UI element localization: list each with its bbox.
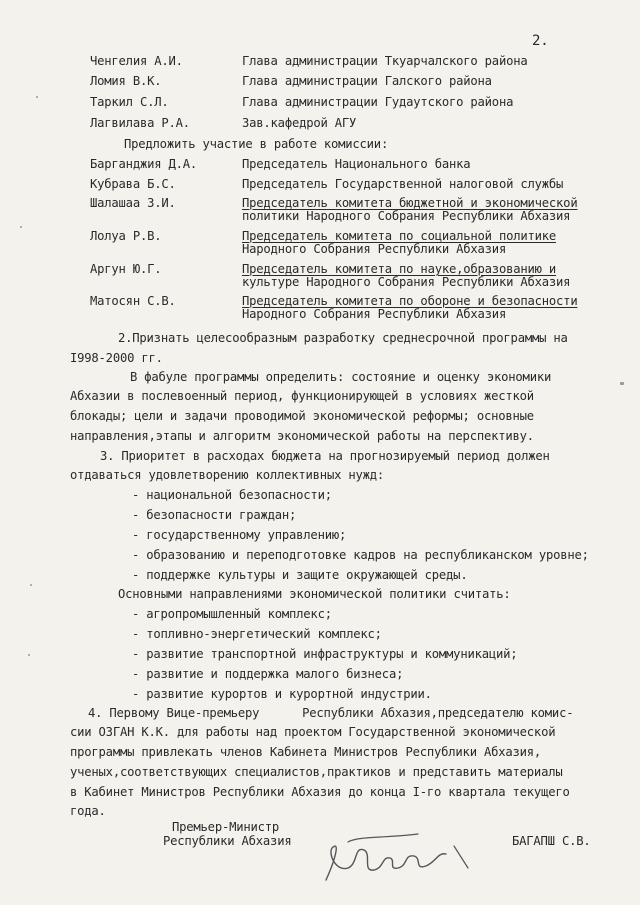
invitee-name: Аргун Ю.Г. — [90, 262, 162, 276]
priority-item: - национальной безопасности; — [132, 488, 332, 502]
invitee-name: Шалашаа З.И. — [90, 196, 176, 210]
direction-item: - агропромышленный комплекс; — [132, 607, 332, 621]
invitee-role: Народного Собрания Республики Абхазия — [242, 307, 507, 321]
priority-item: - поддержке культуры и защите окружающей среды. — [132, 568, 468, 582]
invitee-name: Барганджия Д.А. — [90, 157, 198, 171]
page-number: 2. — [532, 33, 549, 49]
paragraph-line: ученых,соответствующих специалистов,практиков и представить материалы — [70, 765, 563, 779]
invitee-role: Председатель Национального банка — [242, 157, 471, 171]
paragraph-line: 3. Приоритет в расходах бюджета на прогнозируемый период должен — [100, 449, 550, 463]
signatory-title: Республики Абхазия — [163, 834, 292, 848]
signatory-title: Премьер-Министр — [172, 820, 280, 834]
paragraph-line: 4. Первому Вице-премьеру Республики Абхазия,председателю комис- — [88, 706, 574, 720]
paragraph-line: Абхазии в послевоенный период, функционирующей в условиях жесткой — [70, 389, 534, 403]
invitee-name: Кубрава Б.С. — [90, 177, 176, 191]
scan-speck — [28, 654, 30, 656]
paragraph-line: В фабуле программы определить: состояние и оценку экономики — [130, 370, 552, 384]
member-role: Зав.кафедрой АГУ — [242, 116, 357, 130]
invitee-role: Председатель комитета по науке,образованию и — [242, 262, 557, 276]
paragraph-line: I998-2000 гг. — [70, 351, 163, 365]
member-name: Таркил С.Л. — [90, 95, 169, 109]
paragraph-line: в Кабинет Министров Республики Абхазия до конца I-го квартала текущего — [70, 785, 570, 799]
invite-heading: Предложить участие в работе комиссии: — [124, 137, 389, 151]
invitee-role: Председатель комитета бюджетной и экономической — [242, 196, 578, 210]
member-role: Глава администрации Ткуарчалского района — [242, 54, 528, 68]
scan-speck — [36, 96, 38, 98]
invitee-name: Лолуа Р.В. — [90, 229, 162, 243]
paragraph-line: блокады; цели и задачи проводимой экономической реформы; основные — [70, 409, 534, 423]
invitee-role: Председатель комитета по социальной политике — [242, 229, 557, 243]
invitee-role: Народного Собрания Республики Абхазия — [242, 242, 507, 256]
invitee-name: Матосян С.В. — [90, 294, 176, 308]
invitee-role: Председатель Государственной налоговой службы — [242, 177, 564, 191]
paragraph-line: сии ОЗГАН К.К. для работы над проектом Государственной экономической — [70, 725, 556, 739]
paragraph-line: направления,этапы и алгоритм экономической работы на перспективу. — [70, 429, 534, 443]
member-name: Ченгелия А.И. — [90, 54, 183, 68]
paragraph-line: отдаваться удовлетворению коллективных нужд: — [70, 468, 385, 482]
invitee-role: политики Народного Собрания Республики Абхазия — [242, 209, 571, 223]
paragraph-line: программы привлекать членов Кабинета Министров Республики Абхазия, — [70, 745, 542, 759]
member-name: Лагвилава Р.А. — [90, 116, 190, 130]
direction-item: - развитие и поддержка малого бизнеса; — [132, 667, 404, 681]
direction-item: - развитие транспортной инфраструктуры и коммуникаций; — [132, 647, 518, 661]
member-role: Глава администрации Галского района — [242, 74, 492, 88]
priority-item: - безопасности граждан; — [132, 508, 297, 522]
member-name: Ломия В.К. — [90, 74, 162, 88]
scan-speck — [620, 382, 624, 385]
scan-speck — [20, 226, 22, 228]
paragraph-line: года. — [70, 804, 106, 818]
scan-speck — [30, 584, 32, 586]
signatory-name: БАГАПШ С.В. — [512, 834, 591, 848]
direction-item: - развитие курортов и курортной индустрии. — [132, 687, 432, 701]
member-role: Глава администрации Гудаутского района — [242, 95, 514, 109]
direction-item: - топливно-энергетический комплекс; — [132, 627, 382, 641]
handwritten-signature — [318, 828, 488, 888]
directions-heading: Основными направлениями экономической политики считать: — [118, 587, 511, 601]
invitee-role: культуре Народного Собрания Республики Абхазия — [242, 275, 571, 289]
invitee-role: Председатель комитета по обороне и безопасности — [242, 294, 578, 308]
priority-item: - образованию и переподготовке кадров на республиканском уровне; — [132, 548, 589, 562]
paragraph-line: 2.Признать целесообразным разработку среднесрочной программы на — [118, 331, 568, 345]
priority-item: - государственному управлению; — [132, 528, 347, 542]
